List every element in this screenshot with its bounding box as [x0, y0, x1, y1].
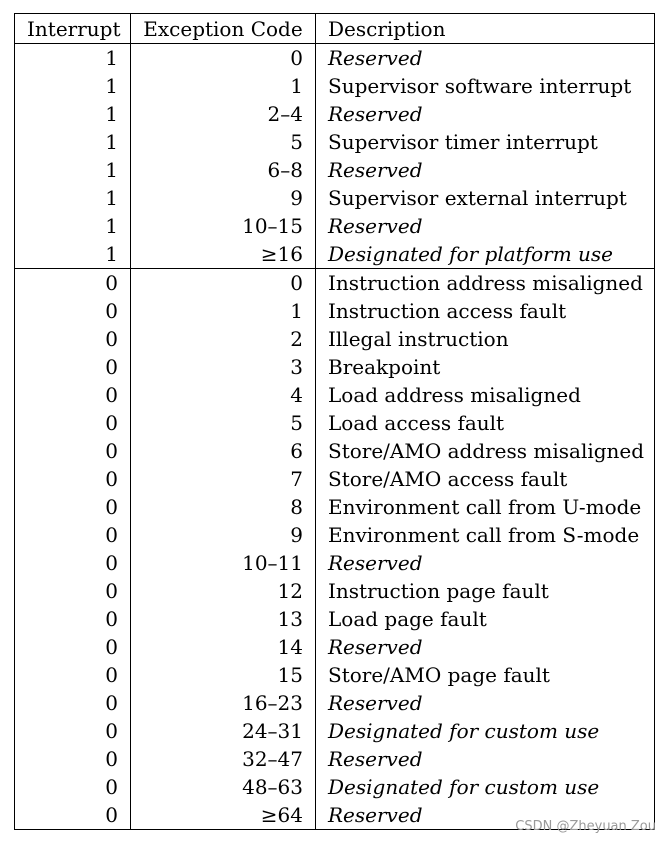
description-cell: Reserved — [316, 44, 655, 73]
exception-code-cell: 2–4 — [131, 100, 316, 128]
interrupt-cell: 1 — [15, 184, 131, 212]
interrupt-cell: 0 — [15, 409, 131, 437]
table-row — [15, 297, 655, 325]
interrupt-cell: 0 — [15, 269, 131, 298]
description-cell: Reserved — [316, 633, 655, 661]
table-row — [15, 521, 655, 549]
exception-code-cell: 7 — [131, 465, 316, 493]
table-row — [15, 409, 655, 437]
table-row — [15, 128, 655, 156]
description-cell: Instruction page fault — [316, 577, 655, 605]
watermark: CSDN @Zheyuan Zou — [515, 819, 656, 834]
table-row — [15, 100, 655, 128]
interrupt-cell: 0 — [15, 325, 131, 353]
exception-code-cell: 0 — [131, 269, 316, 298]
exception-code-cell: 10–15 — [131, 212, 316, 240]
table-row — [15, 353, 655, 381]
exception-code-cell: 16–23 — [131, 689, 316, 717]
interrupt-cell: 1 — [15, 72, 131, 100]
exception-code-cell: 9 — [131, 521, 316, 549]
table-row — [15, 577, 655, 605]
description-cell: Environment call from S-mode — [316, 521, 655, 549]
interrupt-cell: 0 — [15, 297, 131, 325]
interrupt-cell: 1 — [15, 128, 131, 156]
interrupt-cell: 0 — [15, 437, 131, 465]
table-row — [15, 605, 655, 633]
exception-code-cell: 48–63 — [131, 773, 316, 801]
exception-code-cell: 4 — [131, 381, 316, 409]
description-cell: Instruction access fault — [316, 297, 655, 325]
interrupt-cell: 0 — [15, 661, 131, 689]
table-row — [15, 549, 655, 577]
table-row — [15, 633, 655, 661]
exception-code-cell: 6 — [131, 437, 316, 465]
exception-code-cell: 10–11 — [131, 549, 316, 577]
exception-code-cell: 13 — [131, 605, 316, 633]
exception-code-cell: 9 — [131, 184, 316, 212]
exception-section — [15, 269, 655, 830]
table-row — [15, 689, 655, 717]
interrupt-cell: 1 — [15, 156, 131, 184]
interrupt-cell: 1 — [15, 212, 131, 240]
table-row — [15, 325, 655, 353]
interrupt-cell: 1 — [15, 240, 131, 269]
table-row — [15, 72, 655, 100]
exception-code-cell: 0 — [131, 44, 316, 73]
exception-code-table-container — [14, 13, 654, 830]
description-cell: Supervisor external interrupt — [316, 184, 655, 212]
description-cell: Reserved — [316, 801, 655, 830]
exception-code-cell: 5 — [131, 128, 316, 156]
interrupt-cell: 0 — [15, 493, 131, 521]
description-cell: Reserved — [316, 745, 655, 773]
description-cell: Load page fault — [316, 605, 655, 633]
interrupt-cell: 0 — [15, 577, 131, 605]
description-cell: Designated for platform use — [316, 240, 655, 269]
table-row — [15, 156, 655, 184]
interrupt-section — [15, 44, 655, 269]
exception-code-cell: 2 — [131, 325, 316, 353]
description-cell: Reserved — [316, 549, 655, 577]
description-cell: Illegal instruction — [316, 325, 655, 353]
interrupt-cell: 1 — [15, 44, 131, 73]
interrupt-cell: 0 — [15, 801, 131, 830]
interrupt-cell: 0 — [15, 353, 131, 381]
table-row — [15, 717, 655, 745]
table-row — [15, 381, 655, 409]
table-row — [15, 437, 655, 465]
exception-code-cell: 12 — [131, 577, 316, 605]
table-row — [15, 184, 655, 212]
description-cell: Supervisor software interrupt — [316, 72, 655, 100]
interrupt-cell: 0 — [15, 521, 131, 549]
interrupt-cell: 0 — [15, 745, 131, 773]
description-cell: Load address misaligned — [316, 381, 655, 409]
table-row — [15, 269, 655, 298]
interrupt-cell: 0 — [15, 633, 131, 661]
interrupt-cell: 1 — [15, 100, 131, 128]
header-description: Description — [316, 14, 655, 44]
description-cell: Environment call from U-mode — [316, 493, 655, 521]
description-cell: Reserved — [316, 212, 655, 240]
table-row — [15, 44, 655, 73]
description-cell: Reserved — [316, 689, 655, 717]
description-cell: Reserved — [316, 100, 655, 128]
header-interrupt: Interrupt — [15, 14, 131, 44]
exception-code-cell: 24–31 — [131, 717, 316, 745]
interrupt-cell: 0 — [15, 465, 131, 493]
interrupt-cell: 0 — [15, 381, 131, 409]
exception-code-cell: 8 — [131, 493, 316, 521]
description-cell: Breakpoint — [316, 353, 655, 381]
description-cell: Reserved — [316, 156, 655, 184]
description-cell: Store/AMO page fault — [316, 661, 655, 689]
table-row — [15, 745, 655, 773]
description-cell: Load access fault — [316, 409, 655, 437]
description-cell: Designated for custom use — [316, 773, 655, 801]
exception-code-table — [14, 13, 655, 830]
interrupt-cell: 0 — [15, 605, 131, 633]
interrupt-cell: 0 — [15, 773, 131, 801]
table-row — [15, 493, 655, 521]
exception-code-cell: 6–8 — [131, 156, 316, 184]
description-cell: Designated for custom use — [316, 717, 655, 745]
table-header-row — [15, 14, 655, 44]
description-cell: Store/AMO address misaligned — [316, 437, 655, 465]
table-row — [15, 212, 655, 240]
exception-code-cell: 1 — [131, 72, 316, 100]
exception-code-cell: 5 — [131, 409, 316, 437]
table-row — [15, 465, 655, 493]
interrupt-cell: 0 — [15, 549, 131, 577]
table-row — [15, 240, 655, 269]
table-row — [15, 661, 655, 689]
header-exception-code: Exception Code — [131, 14, 316, 44]
exception-code-cell: 15 — [131, 661, 316, 689]
exception-code-cell: ≥64 — [131, 801, 316, 830]
exception-code-cell: 32–47 — [131, 745, 316, 773]
exception-code-cell: ≥16 — [131, 240, 316, 269]
interrupt-cell: 0 — [15, 717, 131, 745]
description-cell: Instruction address misaligned — [316, 269, 655, 298]
exception-code-cell: 3 — [131, 353, 316, 381]
exception-code-cell: 14 — [131, 633, 316, 661]
exception-code-cell: 1 — [131, 297, 316, 325]
description-cell: Store/AMO access fault — [316, 465, 655, 493]
description-cell: Supervisor timer interrupt — [316, 128, 655, 156]
table-row — [15, 773, 655, 801]
interrupt-cell: 0 — [15, 689, 131, 717]
